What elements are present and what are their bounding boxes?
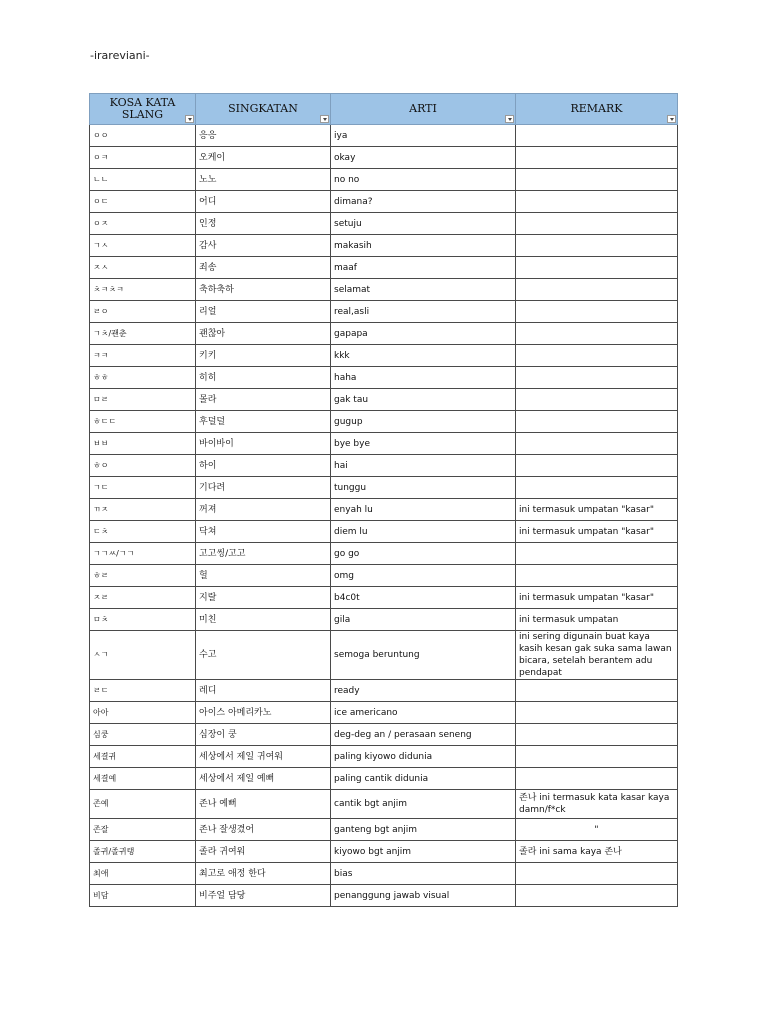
cell-singkatan: 히히	[196, 367, 331, 389]
cell-arti: tunggu	[331, 477, 516, 499]
table-row	[90, 609, 678, 631]
cell-singkatan: 노노	[196, 169, 331, 191]
cell-kosa-kata-slang: 비담	[90, 885, 196, 907]
cell-arti: ice americano	[331, 702, 516, 724]
cell-singkatan: 오케이	[196, 147, 331, 169]
filter-dropdown-icon[interactable]	[505, 115, 514, 123]
cell-kosa-kata-slang: ㄷㅊ	[90, 521, 196, 543]
cell-remark: 존나 ini termasuk kata kasar kaya damn/f*ck	[516, 790, 678, 819]
cell-singkatan: 최고로 애정 한다	[196, 863, 331, 885]
cell-remark	[516, 724, 678, 746]
filter-dropdown-icon[interactable]	[667, 115, 676, 123]
cell-remark	[516, 863, 678, 885]
cell-kosa-kata-slang: ㄱㅅ	[90, 235, 196, 257]
cell-remark	[516, 367, 678, 389]
cell-singkatan: 아이스 아메리카노	[196, 702, 331, 724]
cell-arti: selamat	[331, 279, 516, 301]
cell-arti: no no	[331, 169, 516, 191]
cell-singkatan: 어디	[196, 191, 331, 213]
cell-kosa-kata-slang: ㄱㄱㅆ/ㄱㄱ	[90, 543, 196, 565]
cell-kosa-kata-slang: ㄲㅈ	[90, 499, 196, 521]
cell-kosa-kata-slang: ㅎㄷㄷ	[90, 411, 196, 433]
cell-kosa-kata-slang: ㅇㅇ	[90, 125, 196, 147]
cell-remark	[516, 543, 678, 565]
cell-remark	[516, 345, 678, 367]
cell-kosa-kata-slang: 졸귀/졸귀탱	[90, 841, 196, 863]
cell-singkatan: 미친	[196, 609, 331, 631]
table-row	[90, 565, 678, 587]
table-row	[90, 702, 678, 724]
table-row	[90, 147, 678, 169]
table-row	[90, 819, 678, 841]
column-header-kosa-kata-slang	[90, 94, 196, 125]
cell-arti: ganteng bgt anjim	[331, 819, 516, 841]
filter-dropdown-icon[interactable]	[320, 115, 329, 123]
slang-vocabulary-table	[89, 93, 678, 907]
cell-singkatan: 존나 잘생겼어	[196, 819, 331, 841]
cell-arti: gak tau	[331, 389, 516, 411]
cell-arti: real,asli	[331, 301, 516, 323]
cell-singkatan: 응응	[196, 125, 331, 147]
cell-singkatan: 세상에서 제일 예뻐	[196, 768, 331, 790]
cell-arti: kkk	[331, 345, 516, 367]
cell-kosa-kata-slang: ㅂㅂ	[90, 433, 196, 455]
cell-singkatan: 기다려	[196, 477, 331, 499]
cell-kosa-kata-slang: 아아	[90, 702, 196, 724]
cell-kosa-kata-slang: ㅎㄹ	[90, 565, 196, 587]
table-row	[90, 631, 678, 680]
table-row	[90, 680, 678, 702]
cell-remark: ini termasuk umpatan "kasar"	[516, 521, 678, 543]
cell-kosa-kata-slang: ㅇㅈ	[90, 213, 196, 235]
cell-kosa-kata-slang: ㄹㄷ	[90, 680, 196, 702]
cell-remark: ini sering digunain buat kaya kasih kesan gak suka sama lawan bicara, setelah berantem adu pendapat	[516, 631, 678, 680]
cell-arti: bye bye	[331, 433, 516, 455]
cell-arti: gugup	[331, 411, 516, 433]
cell-singkatan: 비주얼 담당	[196, 885, 331, 907]
cell-singkatan: 지랄	[196, 587, 331, 609]
cell-arti: bias	[331, 863, 516, 885]
cell-arti: maaf	[331, 257, 516, 279]
table-row	[90, 521, 678, 543]
table-row	[90, 587, 678, 609]
cell-remark	[516, 323, 678, 345]
cell-arti: enyah lu	[331, 499, 516, 521]
table-row	[90, 499, 678, 521]
cell-singkatan: 후덜덜	[196, 411, 331, 433]
cell-kosa-kata-slang: ㄱㄷ	[90, 477, 196, 499]
cell-singkatan: 죄송	[196, 257, 331, 279]
cell-remark	[516, 389, 678, 411]
cell-singkatan: 리얼	[196, 301, 331, 323]
cell-arti: makasih	[331, 235, 516, 257]
cell-kosa-kata-slang: 존잘	[90, 819, 196, 841]
cell-singkatan: 레디	[196, 680, 331, 702]
table-row	[90, 345, 678, 367]
column-header-label: ARTI	[409, 102, 437, 115]
cell-arti: ready	[331, 680, 516, 702]
cell-arti: diem lu	[331, 521, 516, 543]
cell-singkatan: 키키	[196, 345, 331, 367]
cell-singkatan: 심장이 쿵	[196, 724, 331, 746]
cell-kosa-kata-slang: ㅋㅋ	[90, 345, 196, 367]
cell-singkatan: 몰라	[196, 389, 331, 411]
cell-kosa-kata-slang: ㄴㄴ	[90, 169, 196, 191]
cell-arti: paling cantik didunia	[331, 768, 516, 790]
cell-remark	[516, 455, 678, 477]
table-row	[90, 724, 678, 746]
cell-arti: gapapa	[331, 323, 516, 345]
cell-singkatan: 세상에서 제일 귀여워	[196, 746, 331, 768]
cell-singkatan: 인정	[196, 213, 331, 235]
cell-singkatan: 하이	[196, 455, 331, 477]
table-row	[90, 841, 678, 863]
cell-remark	[516, 147, 678, 169]
cell-kosa-kata-slang: ㅁㄹ	[90, 389, 196, 411]
table-row	[90, 279, 678, 301]
cell-arti: okay	[331, 147, 516, 169]
cell-arti: kiyowo bgt anjim	[331, 841, 516, 863]
cell-singkatan: 고고씽/고고	[196, 543, 331, 565]
cell-kosa-kata-slang: 세결귀	[90, 746, 196, 768]
cell-kosa-kata-slang: ㄹㅇ	[90, 301, 196, 323]
table-row	[90, 433, 678, 455]
cell-kosa-kata-slang: ㅎㅎ	[90, 367, 196, 389]
table-row	[90, 367, 678, 389]
cell-remark	[516, 213, 678, 235]
cell-arti: setuju	[331, 213, 516, 235]
table-row	[90, 213, 678, 235]
cell-singkatan: 존나 예뻐	[196, 790, 331, 819]
cell-kosa-kata-slang: ㅊㅋㅊㅋ	[90, 279, 196, 301]
table-row	[90, 863, 678, 885]
cell-kosa-kata-slang: ㅎㅇ	[90, 455, 196, 477]
cell-remark	[516, 477, 678, 499]
cell-arti: go go	[331, 543, 516, 565]
cell-singkatan: 헐	[196, 565, 331, 587]
cell-kosa-kata-slang: 세결예	[90, 768, 196, 790]
table-row	[90, 389, 678, 411]
table-row	[90, 543, 678, 565]
cell-kosa-kata-slang: 심쿵	[90, 724, 196, 746]
cell-arti: dimana?	[331, 191, 516, 213]
cell-arti: penanggung jawab visual	[331, 885, 516, 907]
cell-remark	[516, 885, 678, 907]
cell-arti: omg	[331, 565, 516, 587]
cell-singkatan: 졸라 귀여워	[196, 841, 331, 863]
table-row	[90, 411, 678, 433]
table-row	[90, 301, 678, 323]
cell-remark	[516, 768, 678, 790]
table-header-row	[90, 94, 678, 125]
column-header-label: SINGKATAN	[228, 102, 298, 115]
table-body	[90, 125, 678, 907]
column-header-remark	[516, 94, 678, 125]
cell-kosa-kata-slang: ㅈㅅ	[90, 257, 196, 279]
cell-remark	[516, 235, 678, 257]
table-row	[90, 191, 678, 213]
cell-kosa-kata-slang: 존예	[90, 790, 196, 819]
cell-remark	[516, 301, 678, 323]
cell-arti: semoga beruntung	[331, 631, 516, 680]
cell-kosa-kata-slang: ㅇㄷ	[90, 191, 196, 213]
cell-remark	[516, 411, 678, 433]
cell-arti: haha	[331, 367, 516, 389]
table-row	[90, 768, 678, 790]
cell-kosa-kata-slang: ㅁㅊ	[90, 609, 196, 631]
cell-remark	[516, 680, 678, 702]
table-row	[90, 885, 678, 907]
column-header-singkatan	[196, 94, 331, 125]
cell-arti: deg-deg an / perasaan seneng	[331, 724, 516, 746]
cell-remark: "	[516, 819, 678, 841]
column-header-label: REMARK	[570, 102, 623, 115]
cell-remark: ini termasuk umpatan "kasar"	[516, 499, 678, 521]
table-row	[90, 235, 678, 257]
cell-singkatan: 축하축하	[196, 279, 331, 301]
table-row	[90, 477, 678, 499]
cell-kosa-kata-slang: ㅅㄱ	[90, 631, 196, 680]
filter-dropdown-icon[interactable]	[185, 115, 194, 123]
table-row	[90, 169, 678, 191]
table-row	[90, 455, 678, 477]
cell-remark	[516, 191, 678, 213]
cell-singkatan: 닥쳐	[196, 521, 331, 543]
cell-arti: paling kiyowo didunia	[331, 746, 516, 768]
cell-remark	[516, 169, 678, 191]
table-row	[90, 790, 678, 819]
cell-remark	[516, 279, 678, 301]
cell-remark	[516, 746, 678, 768]
table-row	[90, 257, 678, 279]
cell-kosa-kata-slang: ㅇㅋ	[90, 147, 196, 169]
cell-remark	[516, 433, 678, 455]
cell-singkatan: 감사	[196, 235, 331, 257]
cell-remark	[516, 257, 678, 279]
column-header-arti	[331, 94, 516, 125]
cell-singkatan: 꺼져	[196, 499, 331, 521]
cell-remark	[516, 125, 678, 147]
cell-arti: gila	[331, 609, 516, 631]
table-row	[90, 323, 678, 345]
table-row	[90, 746, 678, 768]
cell-remark: 졸라 ini sama kaya 존나	[516, 841, 678, 863]
cell-arti: hai	[331, 455, 516, 477]
column-header-label: KOSA KATA SLANG	[109, 96, 176, 121]
table-row	[90, 125, 678, 147]
cell-singkatan: 바이바이	[196, 433, 331, 455]
cell-remark	[516, 565, 678, 587]
cell-remark: ini termasuk umpatan	[516, 609, 678, 631]
cell-remark: ini termasuk umpatan "kasar"	[516, 587, 678, 609]
cell-arti: b4c0t	[331, 587, 516, 609]
cell-remark	[516, 702, 678, 724]
cell-arti: cantik bgt anjim	[331, 790, 516, 819]
cell-singkatan: 괜찮아	[196, 323, 331, 345]
cell-kosa-kata-slang: 최애	[90, 863, 196, 885]
cell-arti: iya	[331, 125, 516, 147]
cell-kosa-kata-slang: ㅈㄹ	[90, 587, 196, 609]
cell-kosa-kata-slang: ㄱㅊ/괜춘	[90, 323, 196, 345]
author-name: -irareviani-	[90, 49, 150, 62]
cell-singkatan: 수고	[196, 631, 331, 680]
